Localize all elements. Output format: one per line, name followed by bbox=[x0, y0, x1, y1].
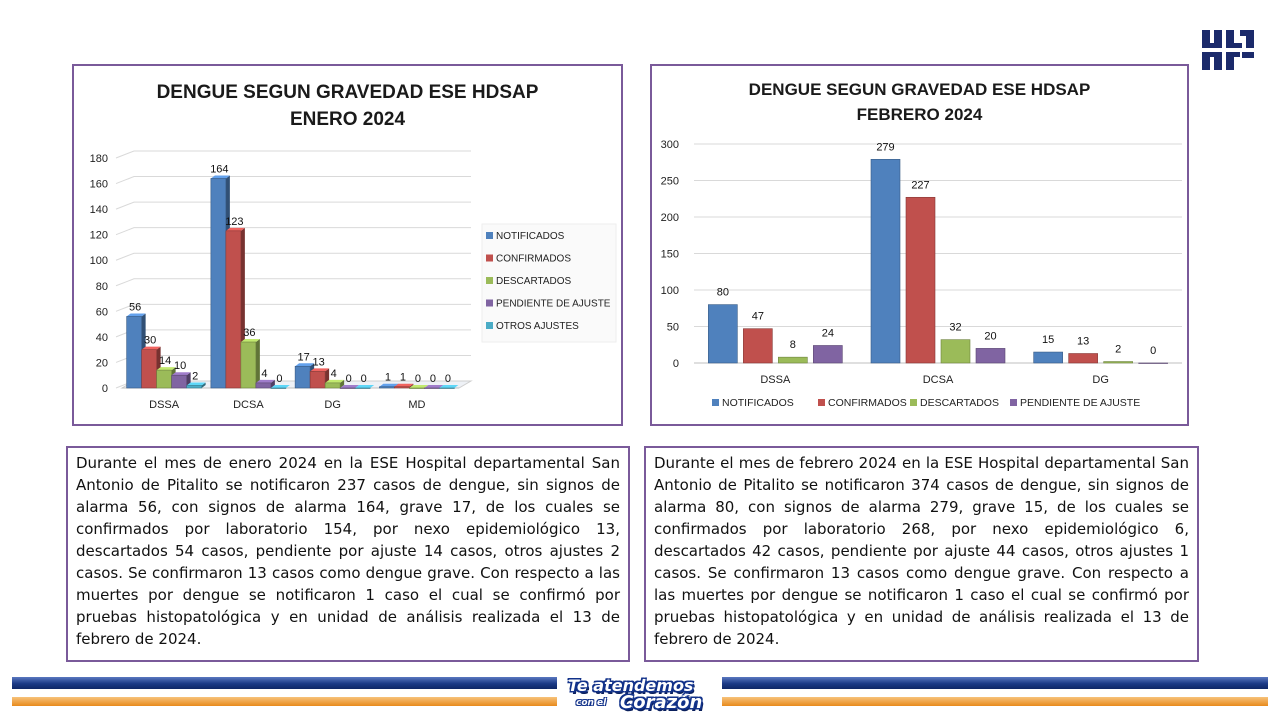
y-tick-label: 100 bbox=[89, 255, 108, 268]
data-label: 279 bbox=[876, 141, 895, 154]
bar-chart-febrero bbox=[652, 66, 1187, 424]
legend-label: PENDIENTE DE AJUSTE bbox=[1020, 397, 1141, 409]
y-tick-label: 180 bbox=[89, 153, 108, 165]
legend-label: PENDIENTE DE AJUSTE bbox=[496, 298, 611, 310]
data-label: 4 bbox=[261, 367, 268, 380]
bar bbox=[871, 159, 900, 363]
data-label: 13 bbox=[312, 356, 325, 369]
bar bbox=[256, 383, 271, 388]
bar bbox=[379, 387, 394, 388]
footer-band-orange-right bbox=[722, 697, 1268, 706]
gridline bbox=[116, 330, 471, 337]
data-label: 0 bbox=[1150, 345, 1157, 357]
footer-slogan bbox=[564, 672, 720, 716]
data-label: 8 bbox=[789, 339, 796, 352]
y-tick-label: 250 bbox=[660, 175, 679, 188]
bar bbox=[127, 316, 142, 388]
data-label: 47 bbox=[751, 310, 764, 323]
gridline bbox=[116, 202, 471, 209]
data-label: 0 bbox=[345, 373, 352, 385]
legend-swatch bbox=[1010, 399, 1017, 406]
legend-swatch bbox=[486, 277, 493, 284]
chart-title-line: DENGUE SEGUN GRAVEDAD ESE HDSAP bbox=[156, 82, 539, 103]
legend-label: CONFIRMADOS bbox=[496, 253, 571, 265]
bar bbox=[813, 345, 842, 363]
x-tick-label: DCSA bbox=[233, 399, 264, 411]
data-label: 0 bbox=[360, 373, 367, 385]
chart-subtitle-line: FEBRERO 2024 bbox=[856, 105, 983, 124]
y-tick-label: 300 bbox=[660, 139, 679, 151]
legend-label: NOTIFICADOS bbox=[722, 397, 794, 409]
x-tick-label: DSSA bbox=[149, 399, 180, 411]
legend-swatch bbox=[818, 399, 825, 406]
data-label: 1 bbox=[384, 371, 391, 384]
institutional-logo-icon bbox=[1200, 28, 1256, 72]
data-label: 32 bbox=[949, 321, 962, 334]
data-label: 1 bbox=[399, 371, 406, 384]
footer-band-blue-left bbox=[12, 677, 557, 689]
y-tick-label: 40 bbox=[95, 331, 108, 344]
legend-swatch bbox=[910, 399, 917, 406]
bar bbox=[439, 388, 454, 389]
bar bbox=[941, 340, 970, 363]
legend-swatch bbox=[486, 232, 493, 239]
y-tick-label: 200 bbox=[660, 212, 679, 224]
bar bbox=[325, 383, 340, 388]
gridline bbox=[116, 228, 471, 235]
gridline bbox=[116, 304, 471, 311]
data-label: 14 bbox=[159, 355, 172, 368]
footer-band-orange-left bbox=[12, 697, 557, 706]
legend-swatch bbox=[486, 322, 493, 329]
bar bbox=[1069, 354, 1098, 363]
data-label: 24 bbox=[821, 327, 834, 340]
summary-text-febrero: Durante el mes de febrero 2024 en la ESE Hospital departamental San Antonio de Pitalito se notificaron 374 casos de dengue, sin signos de alarma 80, con signos de alarma 279, grave 15, de los cuales se confirmados por laboratorio 268, por nexo epidemiológico 6, descartados 42 casos, pendiente por ajuste 44 casos, otros ajustes 1 casos. Se confirmaron 13 casos como dengue grave. Con respecto a las muertes por dengue se notificaron 1 caso el cual se confirmó por pruebas histopatológica y en unidad de análisis realizada el 13 de febrero de 2024. bbox=[644, 446, 1199, 662]
bar bbox=[271, 388, 286, 389]
data-label: 80 bbox=[716, 286, 729, 299]
bar bbox=[340, 388, 355, 389]
data-label: 15 bbox=[1042, 334, 1055, 347]
legend-label: CONFIRMADOS bbox=[828, 397, 907, 409]
y-tick-label: 50 bbox=[666, 321, 679, 334]
chart-subtitle-line: ENERO 2024 bbox=[289, 109, 406, 130]
y-tick-label: 20 bbox=[95, 357, 108, 370]
x-tick-label: DCSA bbox=[922, 374, 954, 386]
bar bbox=[1104, 362, 1133, 363]
gridline bbox=[116, 151, 471, 158]
bar bbox=[409, 388, 424, 389]
bar bbox=[976, 348, 1005, 363]
data-label: 20 bbox=[984, 330, 997, 343]
x-tick-label: DG bbox=[324, 399, 341, 411]
data-label: 13 bbox=[1077, 335, 1090, 348]
legend-swatch bbox=[486, 255, 493, 262]
legend-label: OTROS AJUSTES bbox=[496, 321, 579, 332]
y-tick-label: 140 bbox=[89, 204, 108, 217]
legend-label: DESCARTADOS bbox=[496, 276, 572, 287]
data-label: 0 bbox=[414, 373, 421, 385]
bar bbox=[1139, 363, 1168, 364]
data-label: 56 bbox=[129, 301, 142, 314]
data-label: 0 bbox=[429, 373, 436, 385]
bar bbox=[295, 366, 310, 388]
data-label: 2 bbox=[192, 370, 199, 383]
data-label: 0 bbox=[444, 373, 451, 385]
footer-band-blue-right bbox=[722, 677, 1268, 689]
chart-panel-enero bbox=[72, 64, 623, 426]
gridline bbox=[116, 279, 471, 286]
data-label: 0 bbox=[276, 373, 283, 385]
slogan-line-2a: con el bbox=[576, 698, 607, 708]
bar bbox=[906, 197, 935, 363]
x-tick-label: DG bbox=[1092, 374, 1109, 386]
data-label: 17 bbox=[297, 351, 310, 364]
gridline bbox=[116, 253, 471, 260]
data-label: 30 bbox=[144, 334, 157, 347]
bar bbox=[211, 178, 226, 388]
bar bbox=[708, 305, 737, 363]
x-tick-label: MD bbox=[408, 399, 426, 411]
legend-label: NOTIFICADOS bbox=[496, 231, 565, 242]
legend-label: DESCARTADOS bbox=[920, 397, 999, 409]
data-label: 10 bbox=[174, 360, 187, 373]
bar bbox=[241, 342, 256, 388]
bar bbox=[1034, 352, 1063, 363]
bar bbox=[394, 387, 409, 388]
legend-swatch bbox=[486, 300, 493, 307]
chart-panel-febrero bbox=[650, 64, 1189, 426]
y-tick-label: 60 bbox=[95, 306, 108, 319]
legend-swatch bbox=[712, 399, 719, 406]
y-tick-label: 150 bbox=[660, 248, 679, 261]
bar bbox=[226, 231, 241, 388]
y-tick-label: 120 bbox=[89, 229, 108, 242]
bar-chart-enero bbox=[74, 66, 621, 424]
bar bbox=[187, 385, 202, 388]
bar bbox=[355, 388, 370, 389]
bar bbox=[142, 350, 157, 388]
data-label: 2 bbox=[1115, 343, 1122, 356]
data-label: 227 bbox=[911, 179, 930, 192]
y-tick-label: 0 bbox=[672, 358, 679, 370]
y-tick-label: 80 bbox=[95, 280, 108, 293]
data-label: 123 bbox=[225, 215, 244, 228]
bar bbox=[424, 388, 439, 389]
bar bbox=[172, 375, 187, 388]
y-tick-label: 160 bbox=[89, 178, 108, 191]
chart-title-line: DENGUE SEGUN GRAVEDAD ESE HDSAP bbox=[748, 80, 1091, 99]
slogan-line-2b: Corazón bbox=[620, 692, 703, 713]
data-label: 164 bbox=[210, 163, 229, 176]
gridline bbox=[116, 177, 471, 184]
data-label: 36 bbox=[243, 327, 256, 339]
summary-text-enero: Durante el mes de enero 2024 en la ESE Hospital departamental San Antonio de Pitalito se notificaron 237 casos de dengue, sin signos de alarma 56, con signos de alarma 164, grave 17, de los cuales se confirmados por laboratorio 154, por nexo epidemiológico 13, descartados 54 casos, pendiente por ajuste 14 casos, otros ajustes 2 casos. Se confirmaron 13 casos como dengue grave. Con respecto a las muertes por dengue se notificaron 1 caso el cual se confirmó por pruebas histopatológica y en unidad de análisis realizada el 13 de febrero de 2024. bbox=[66, 446, 630, 662]
bar bbox=[778, 357, 807, 363]
x-tick-label: DSSA bbox=[760, 374, 791, 386]
bar bbox=[157, 370, 172, 388]
slogan-line-1: Te atendemos bbox=[568, 676, 694, 695]
data-label: 4 bbox=[330, 367, 337, 380]
bar bbox=[743, 329, 772, 363]
y-tick-label: 0 bbox=[101, 383, 108, 395]
bar bbox=[310, 371, 325, 388]
y-tick-label: 100 bbox=[660, 285, 679, 297]
